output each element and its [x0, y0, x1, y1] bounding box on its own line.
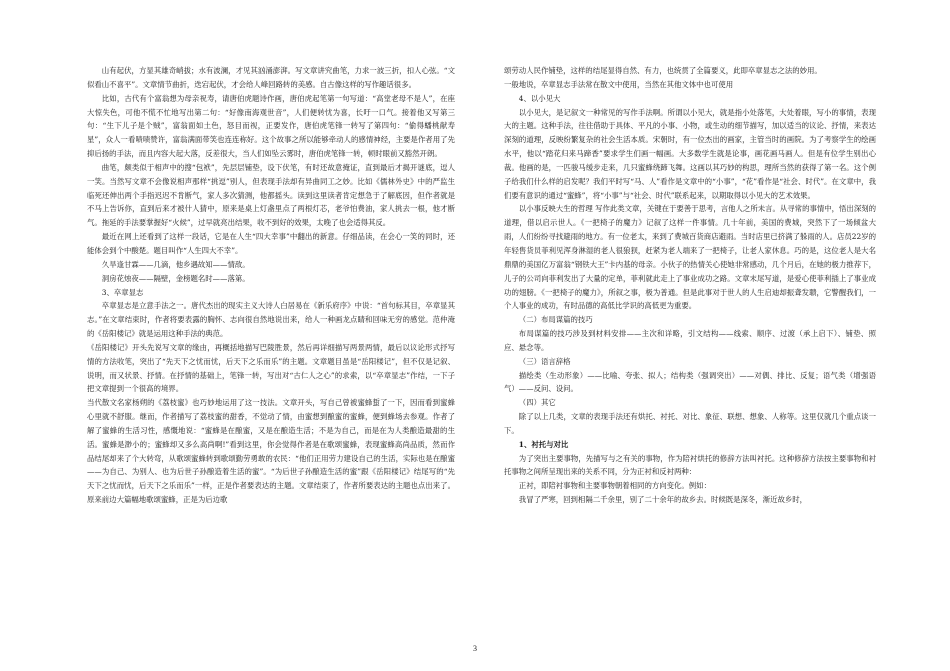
paragraph-17: 我冒了严寒，回到相隔二千余里，别了二十余年的故乡去。时候既是深冬，渐近故乡时， — [518, 495, 808, 505]
paragraph-6: 《岳阳楼记》开头先说写文章的缘由，再概括地描写巴陵胜景，然后再详细描写两景两情，最后以议论形式抒写情的方法收笔，突出了“先天下之忧而忧，后天下之乐而乐”的主题。文章题目虽是“岳阳楼记”，但不仅是记叙、说明，而又状景、抒情。在抒情的基础上，笔锋一转，写出对“古仁人之心”的求索，以“卒章显志”作结，一下子把文章提到一个很高的境界。 — [87, 342, 455, 394]
section-heading-rhetoric: （三）语言辞格 — [518, 356, 571, 366]
paragraph-14: 除了以上几类，文章的表现手法还有烘托、衬托、对比、象征、联想、想象、人称等。这里仅就几个重点谈一下。 — [504, 412, 876, 435]
paragraph-9: 一般地说，卒章显志手法常在散文中使用，当然在其他文体中也可使用 — [504, 79, 734, 89]
section-heading-3: 3、卒章显志 — [101, 287, 144, 297]
paragraph-7: 当代散文名家杨朔的《荔枝蜜》也巧妙地运用了这一技法。文章开头，写自己曾被蜜蜂蜇了一下，因而看到蜜蜂心里就不舒服。继而，作者描写了荔枝蜜的甜香，不觉动了情，由蜜想到酿蜜的蜜蜂，便到蜂场去参观。作者了解了蜜蜂的生活习性，感慨地说：“蜜蜂是在酿蜜，又是在酿造生活；不是为自己，而是在为人类酿造最甜的生活。蜜蜂是渺小的；蜜蜂却又多么高尚啊!”看到这里，你会觉得作者是在歌颂蜜蜂，表现蜜蜂高尚品质，然而作品结尾却来了个大转弯，从歌颂蜜蜂转到歌颂勤劳勇敢的农民：“他们正用劳力建设自己的生活，实际也是在酿蜜——为自己、为别人、也为后世子孙酿造着生活的蜜”。“为后世子孙酿造生活的蜜”跟《岳阳楼记》结尾写的“先天下之忧而忧，后天下之乐而乐”一样，正是作者要表达的主题。文章结束了，作者所要表达的主题也点出来了。原来前边大篇幅地歌颂蜜蜂，正是为后边歌 — [87, 398, 455, 505]
paragraph-15: 为了突出主要事物，先描写与之有关的事物，作为陪衬烘托的修辞方法叫衬托。这种修辞方法按主要事物和衬托事物之间所呈现出来的关系不同，分为正衬和反衬两种： — [504, 453, 876, 477]
paragraph-4: 最近在网上还看到了这样一段话，它是在人生“四大幸事”中翻出的新意。仔细品读，在会心一笑的同时，还能体会到个中酸楚。题目叫作“人生四大不幸”。 — [87, 232, 455, 255]
subsection-heading-contrast: 1、衬托与对比 — [518, 439, 569, 449]
right-column — [504, 64, 876, 507]
paragraph-8: 颂劳动人民作铺垫，这样的结尾显得自然、有力，也统贯了全篇要义，此即卒章显志之法的妙用。 — [504, 66, 822, 75]
section-heading-layout: （二）布局谋篇的技巧 — [518, 315, 593, 325]
paragraph-2: 比如，古代有个富翁想为母亲祝寿，请唐伯虎题诗作画，唐伯虎起笔第一句写道：“高堂老母不是人”，在座大惊失色，可他不慌不忙地写出第二句：“好像南海观世音”，人们便转忧为喜，长吁一口气。接着他又写第三句：“生下儿子是个贼”，富翁面如土色，怒目而视，正要发作，唐伯虎笔锋一转写了第四句：“偷得蟠桃献寿星”，众人一看啧啧赞许，富翁满面带笑也连连称好。这个故事之所以能够牵动人的感情神经，主要是作者用了先抑后扬的手法，而且内容大起大落，反差很大，当人们如坠云雾时，唐伯虎笔锋一转，顿时眼前又豁然开朗。 — [87, 93, 455, 159]
paragraph-1: 山有起伏，方显其雄奇峭拔；水有波澜，才见其汹涌澎湃。写文章讲究曲笔，力求一波三折，扣人心弦。“文似看山不喜平”。文章情节曲折，迭宕起伏，才会给人峰回路转的美感。自古像这样的写作趣话很多。 — [87, 66, 455, 89]
page-number: 3 — [473, 644, 477, 653]
paragraph-5: 卒章显志是立意手法之一。唐代杰出的现实主义大诗人白居易在《新乐府序》中说：“首句标其目，卒章显其志。”在文章结束时，作者将要表露的胸怀、志向很自然地说出来，给人一种画龙点睛和回味无穷的感觉。范仲淹的《岳阳楼记》就是运用这种手法的典范。 — [87, 301, 455, 339]
verse-line-2: 洞房花烛夜——隔壁，金榜题名时——落第。 — [101, 273, 250, 283]
paragraph-11: 以小事反映大生的哲理 写作此类文章，关键在于要善于思考，言他人之所未言。从寻常的事情中，悟出深刻的道理，借以启示世人。《一把椅子的魔力》记叙了这样一件事情。几十年前，美国的费城，突然下了一场倾盆大雨，人们纷纷寻找避雨的地方。有一位老太，来到了费城百货商店避雨。当时店里已挤满了躲雨的人。店员22岁的年轻售货员菲利见浑身淋湿的老人很狼狈，赶紧为老人端来了一把椅子，让老人家休息。巧的是，这位老人是大名鼎鼎的美国亿万富翁“钢铁大王”卡内基的母亲。小伙子的热情关心使她非常感动，几个月后，在她的极力推荐下，儿子的公司向菲利发出了大量的定单，菲利就此走上了事业成功之路。文章末尾写道，是爱心使菲利插上了事业成功的翅膀。《一把椅子的魔力》，所叙之事，极为普通。但是此事对于世人的人生启迪却振聋发聩，它警醒我们，一个人事业的成功，有时品德的高低比学识的高低更为重要。 — [504, 204, 876, 311]
paragraph-13: 描绘类（生动形象）——比喻、夸张、拟人；结构类（强调突出）——对偶、排比、反复；语气类（增强语气）——反问、设问。 — [504, 370, 876, 394]
section-heading-4: 4、以小见大 — [518, 93, 561, 103]
verse-line-1: 久旱逢甘霖——几滴，他乡遇故知——情敌。 — [101, 259, 250, 269]
left-column — [87, 64, 455, 507]
paragraph-12: 布局谋篇的技巧涉及到材料安排——主次和详略，引文结构——线索、顺序、过渡（承上启下）、铺垫、照应、悬念等。 — [504, 329, 876, 352]
paragraph-3: 曲笔，颇类似于相声中的搜“包袱”，先层层铺垫，设下伏笔，有时还故意掩证，直到最后才揭开谜底，逗人一笑。当然写文章不会像说相声那样“挑逗”别人，但表现手法却有异曲同工之妙。比如《儒林外史》中的严监生临死还伸出两个手指迟迟不肯断气，家人多次猜测，他都摇头。读到这里读者肯定想急于了解底因，但作者就是不马上告诉你，直到后来才被什人猜中，原来是桌上灯盏里点了两根灯芯，老爷怕费油，家人挑去一根，他才断气。拖延的手法要掌握好“火候”，过早就亮出结果，收不到好的效果，太晚了也会适得其反。 — [87, 162, 455, 228]
paragraph-16: 正衬，即陪衬事物和主要事物朝着相同的方向变化。例如： — [518, 481, 711, 491]
section-heading-other: （四）其它 — [518, 398, 556, 408]
paragraph-10: 以小见大，是记叙文一种常见的写作手法啊。所谓以小见大，就是指小处落笔，大处着眼，写小的事情，表现大的主题。这种手法，往往借助于具体、平凡的小事、小物，或生动的细节描写，加以适当的议论、抒情，来表达深刻的道理，反映纷繁复杂的社会生活本质。宋朝时，有一位杰出的画家，主管当时的画院。为了考察学生的绘画水平，他以“踏花归来马蹄香”要求学生们画一幅画。大多数学生就是论事，画花画马画人。但是有位学生别出心裁。他画的是，一匹骏马缓步走来，几只蜜蜂绕蹄飞舞。这画以其巧妙的构思，理所当然的获得了第一名。这个例子给我们什么样的启发呢？我们平时写“马、人”看作是文章中的“小事”，“花”看作是“社会、时代”。在文章中，我们要有意识的通过“蜜蜂”，将“小事”与“社会、时代”联系起来，以期取得以小见大的艺术效果。 — [504, 107, 876, 200]
